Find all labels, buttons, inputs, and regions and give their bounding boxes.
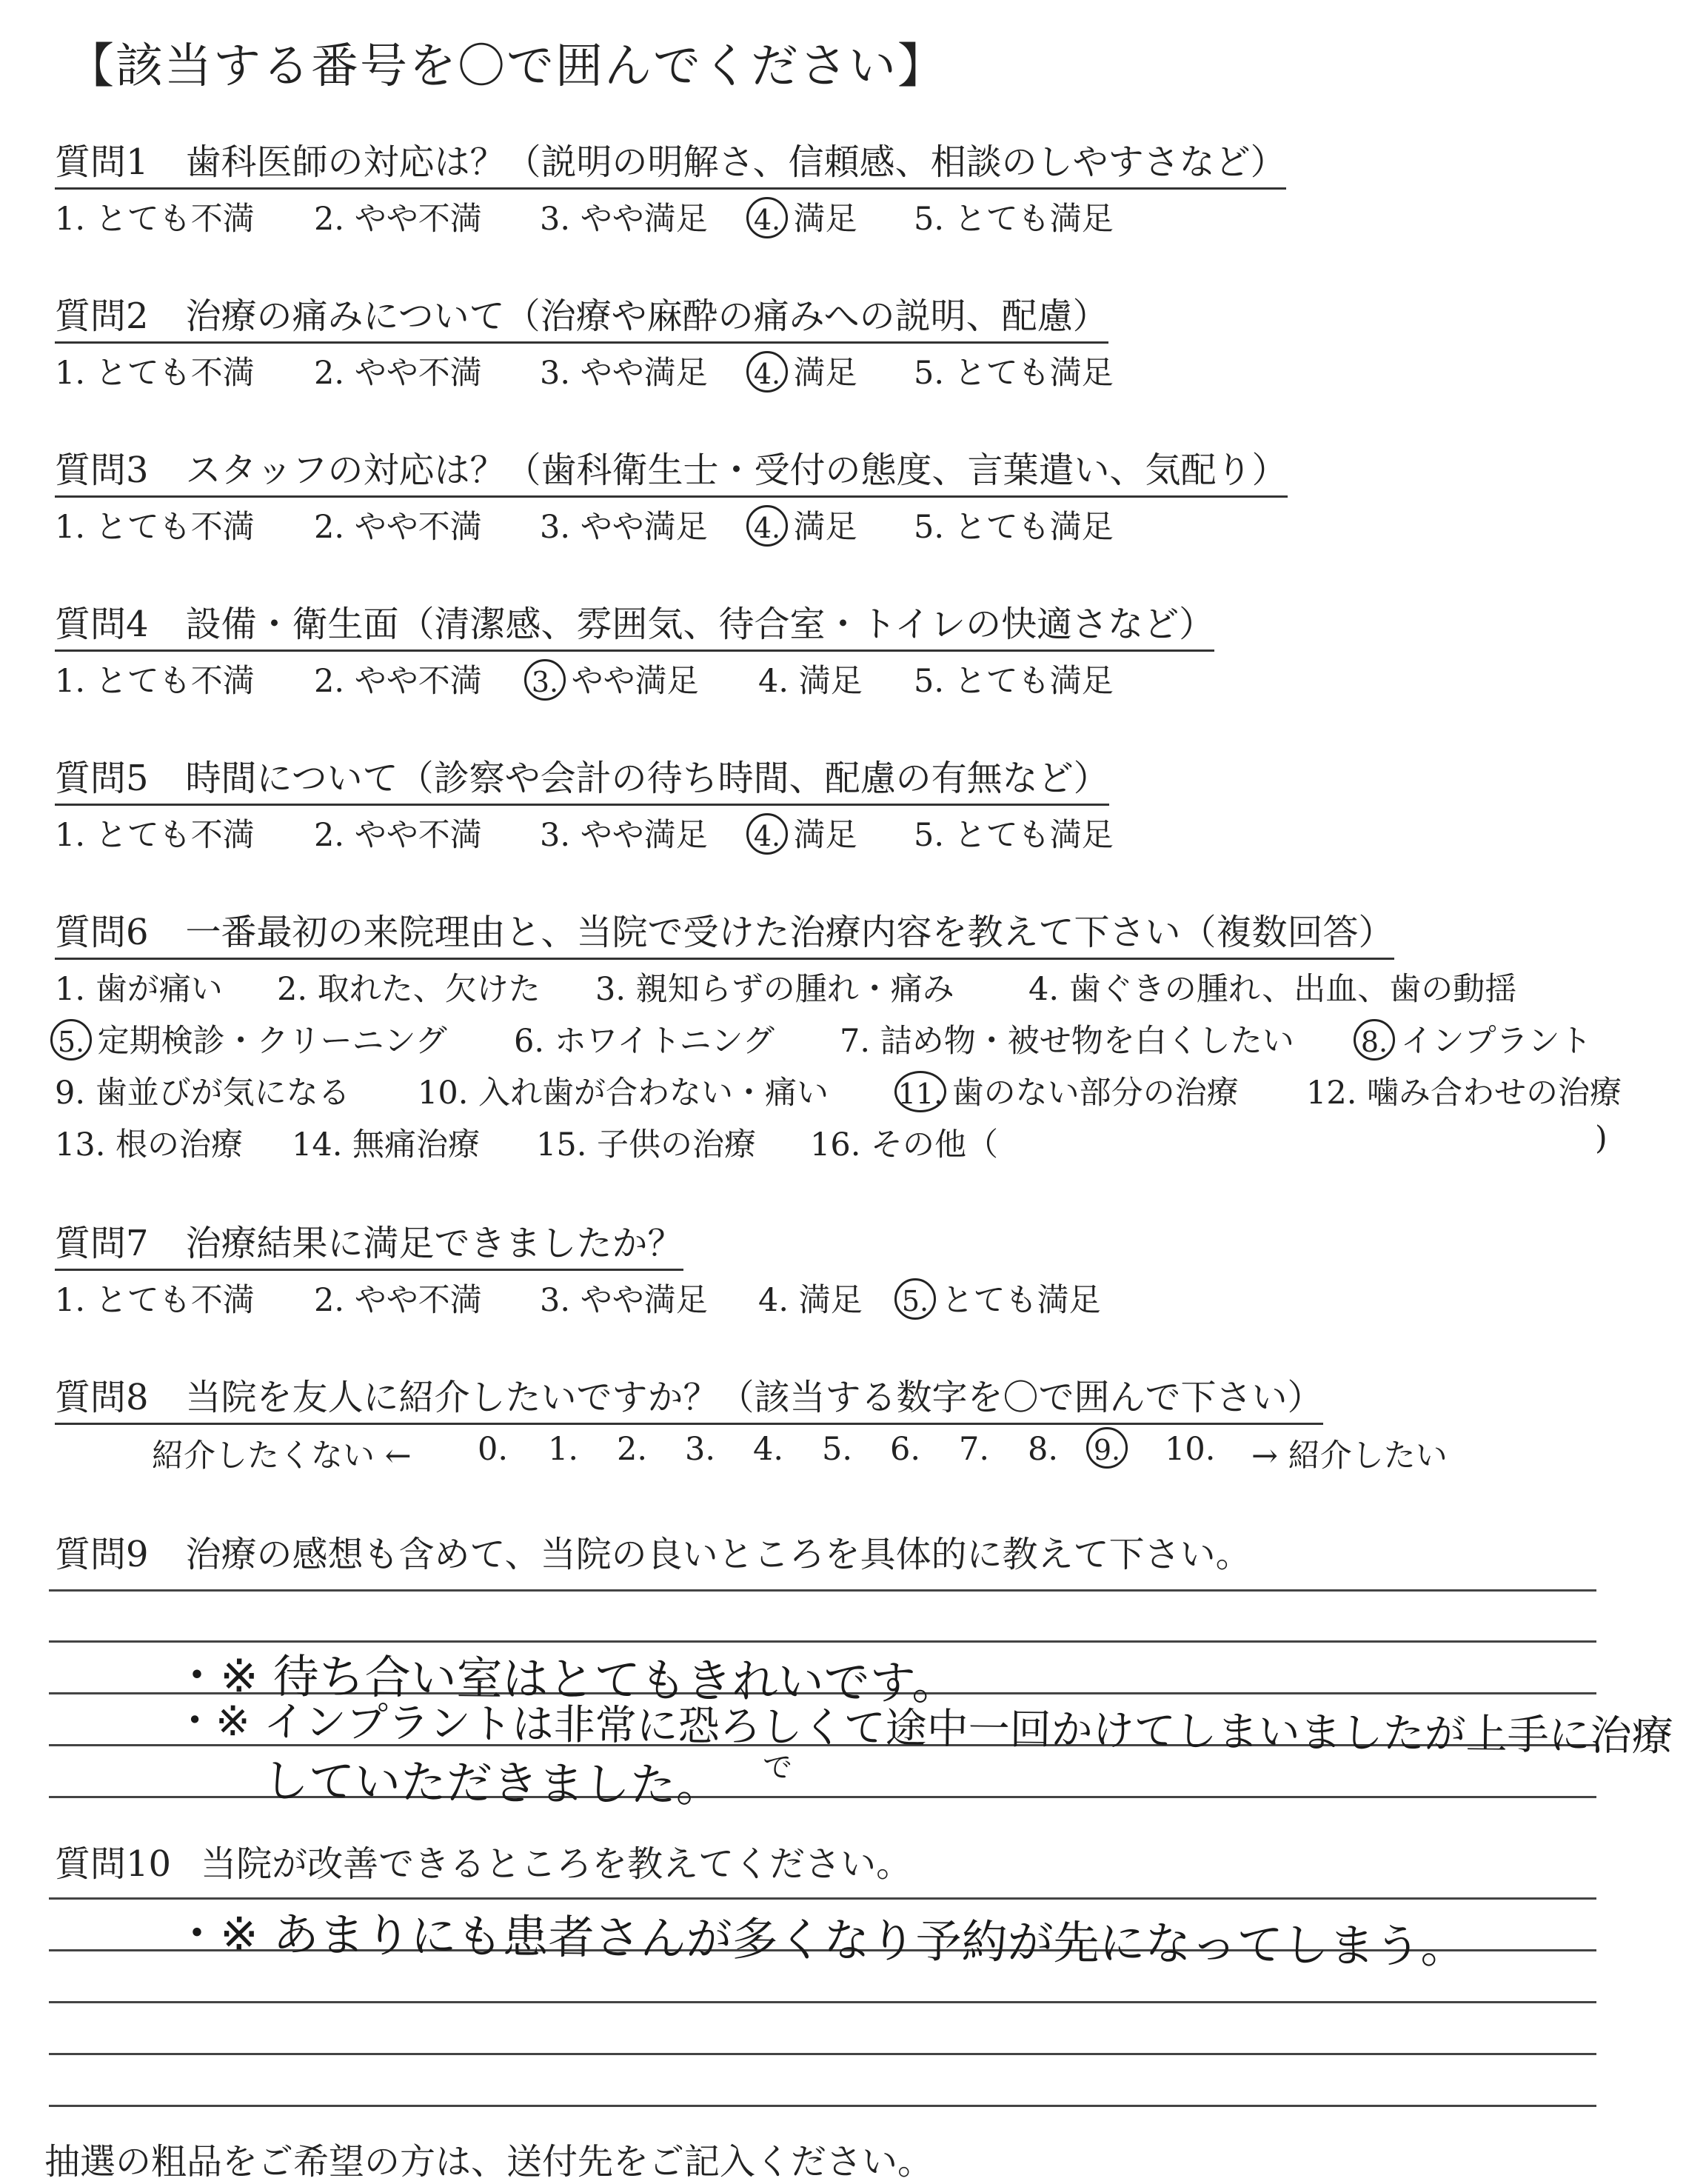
question-label: 質問9 [55, 1534, 149, 1575]
option-1[interactable]: 1. 歯が痛い [55, 971, 223, 1008]
option-11-label: 歯のない部分の治療 [951, 1075, 1239, 1112]
option-5[interactable]: 5. とても満足 [914, 355, 1114, 392]
scale-left-label: 紹介したくない ← [152, 1437, 412, 1475]
handwritten-answer-2: ・※ インプラントは非常に恐ろしくて途中一回かけてしまいましたが上手に治療 [173, 1697, 1673, 1761]
question-label: 質問1 [55, 141, 149, 183]
option-11-selected[interactable] [899, 1068, 1239, 1113]
scale-8[interactable]: 8. [1028, 1431, 1059, 1468]
option-2[interactable]: 2. やや不満 [314, 817, 482, 854]
option-15[interactable]: 15. 子供の治療 [536, 1126, 757, 1163]
answer-line [49, 2001, 1596, 2003]
answer-line [49, 2105, 1596, 2107]
scale-6[interactable]: 6. [890, 1431, 921, 1468]
scale-4[interactable]: 4. [753, 1431, 784, 1468]
question-text: 歯科医師の対応は？（説明の明解さ、信頼感、相談のしやすさなど） [185, 141, 1286, 183]
option-3[interactable]: 3. やや満足 [540, 1282, 708, 1319]
option-12[interactable]: 12. 噛み合わせの治療 [1306, 1075, 1622, 1112]
question-label: 質問2 [55, 295, 149, 337]
option-4-selected[interactable] [751, 502, 857, 547]
scale-9-selected[interactable] [1091, 1431, 1123, 1469]
option-2[interactable]: 2. やや不満 [314, 1282, 482, 1319]
question-7 [55, 1215, 683, 1271]
option-7[interactable]: 7. 詰め物・被せ物を白くしたい [840, 1023, 1294, 1060]
scale-3[interactable]: 3. [685, 1431, 716, 1468]
footer-note: 抽選の粗品をご希望の方は、送付先をご記入ください。 [44, 2141, 934, 2183]
scale-0[interactable]: 0. [478, 1431, 509, 1468]
selected-circle: 11. [894, 1071, 946, 1112]
question-text: 時間について（診察や会計の待ち時間、配慮の有無など） [185, 758, 1109, 799]
option-2[interactable]: 2. やや不満 [314, 663, 482, 700]
question-6 [55, 904, 1394, 960]
option-2[interactable]: 2. やや不満 [314, 355, 482, 392]
option-5[interactable]: 5. とても満足 [914, 663, 1114, 700]
option-4-label: 満足 [793, 817, 857, 854]
option-6[interactable]: 6. ホワイトニング [514, 1023, 775, 1060]
answer-line [49, 2053, 1596, 2055]
selected-circle: 3. [524, 659, 566, 701]
selected-circle: 4. [746, 197, 788, 238]
option-8-label: インプラント [1400, 1023, 1592, 1060]
question-text: 一番最初の来院理由と、当院で受けた治療内容を教えて下さい（複数回答） [185, 912, 1394, 953]
selected-circle: 4. [746, 505, 788, 547]
question-label: 質問3 [55, 450, 149, 491]
question-text: 当院が改善できるところを教えてください。 [201, 1843, 912, 1885]
question-text: スタッフの対応は？（歯科衛生士・受付の態度、言葉遣い、気配り） [185, 450, 1288, 491]
option-5[interactable]: 5. とても満足 [914, 817, 1114, 854]
handwritten-mark: で [762, 1750, 793, 1786]
option-5-label: とても満足 [941, 1282, 1101, 1319]
handwritten-answer-1: ・※ あまりにも患者さんが多くなり予約が先になってしまう。 [173, 1906, 1467, 1974]
question-5 [55, 749, 1109, 806]
question-label: 質問10 [55, 1843, 172, 1885]
option-5-selected[interactable] [899, 1275, 1101, 1320]
option-2[interactable]: 2. 取れた、欠けた [277, 971, 541, 1008]
option-5-label: 定期検診・クリーニング [97, 1023, 447, 1060]
option-4-selected[interactable] [751, 348, 857, 393]
question-4 [55, 595, 1214, 652]
question-text: 治療の感想も含めて、当院の良いところを具体的に教えて下さい。 [185, 1534, 1251, 1575]
option-16[interactable]: 16. その他（ [810, 1126, 999, 1163]
option-5[interactable]: 5. とても満足 [914, 201, 1114, 238]
scale-2[interactable]: 2. [617, 1431, 648, 1468]
option-3[interactable]: 3. 親知らずの腫れ・痛み [595, 971, 954, 1008]
question-2 [55, 287, 1108, 344]
question-text: 治療結果に満足できましたか？ [185, 1223, 683, 1264]
option-5-selected[interactable] [55, 1016, 447, 1061]
option-2[interactable]: 2. やや不満 [314, 201, 482, 238]
scale-5[interactable]: 5. [822, 1431, 853, 1468]
option-1[interactable]: 1. とても不満 [55, 201, 255, 238]
option-3-label: やや満足 [571, 663, 699, 700]
option-4[interactable]: 4. 歯ぐきの腫れ、出血、歯の動揺 [1028, 971, 1517, 1008]
option-4-selected[interactable] [751, 810, 857, 855]
handwritten-answer-1: ・※ 待ち合い室はとてもきれいです。 [173, 1648, 959, 1711]
option-1[interactable]: 1. とても不満 [55, 663, 255, 700]
question-text: 治療の痛みについて（治療や麻酔の痛みへの説明、配慮） [185, 295, 1108, 337]
option-8-selected[interactable] [1358, 1016, 1592, 1061]
selected-circle: 5. [894, 1278, 936, 1320]
option-4[interactable]: 4. 満足 [758, 1282, 863, 1319]
option-3[interactable]: 3. やや満足 [540, 817, 708, 854]
page-title: 【該当する番号を〇で囲んでください】 [67, 39, 946, 94]
option-4-label: 満足 [793, 355, 857, 392]
question-label: 質問4 [55, 604, 149, 645]
scale-right-label: → 紹介したい [1251, 1437, 1448, 1475]
option-3-selected[interactable] [529, 656, 699, 701]
scale-7[interactable]: 7. [959, 1431, 990, 1468]
option-5[interactable]: 5. とても満足 [914, 509, 1114, 546]
question-label: 質問7 [55, 1223, 149, 1264]
option-1[interactable]: 1. とても不満 [55, 509, 255, 546]
option-1[interactable]: 1. とても不満 [55, 1282, 255, 1319]
question-label: 質問8 [55, 1377, 149, 1418]
question-label: 質問5 [55, 758, 149, 799]
selected-circle: 4. [746, 813, 788, 855]
selected-circle: 5. [50, 1019, 92, 1061]
other-paren-close: ) [1595, 1120, 1608, 1157]
option-9[interactable]: 9. 歯並びが気になる [55, 1075, 350, 1112]
answer-line [49, 1589, 1596, 1592]
option-10[interactable]: 10. 入れ歯が合わない・痛い [418, 1075, 829, 1112]
question-8 [55, 1369, 1323, 1425]
option-3[interactable]: 3. やや満足 [540, 509, 708, 546]
selected-circle: 8. [1354, 1019, 1395, 1061]
question-10 [55, 1835, 911, 1889]
question-label: 質問6 [55, 912, 149, 953]
question-9 [55, 1526, 1251, 1580]
option-1[interactable]: 1. とても不満 [55, 355, 255, 392]
option-2[interactable]: 2. やや不満 [314, 509, 482, 546]
option-4-label: 満足 [793, 201, 857, 238]
option-3[interactable]: 3. やや満足 [540, 355, 708, 392]
selected-circle: 4. [746, 351, 788, 393]
option-3[interactable]: 3. やや満足 [540, 201, 708, 238]
selected-circle: 9. [1086, 1427, 1128, 1469]
scale-10[interactable]: 10. [1165, 1431, 1216, 1468]
option-13[interactable]: 13. 根の治療 [55, 1126, 244, 1163]
option-4-label: 満足 [793, 509, 857, 546]
question-text: 当院を友人に紹介したいですか？（該当する数字を〇で囲んで下さい） [185, 1377, 1323, 1418]
option-4-selected[interactable] [751, 194, 857, 239]
option-14[interactable]: 14. 無痛治療 [292, 1126, 481, 1163]
handwritten-answer-3: していただきました。 [262, 1753, 723, 1813]
question-3 [55, 441, 1288, 498]
question-1 [55, 133, 1286, 190]
question-text: 設備・衛生面（清潔感、雰囲気、待合室・トイレの快適さなど） [185, 604, 1215, 645]
option-1[interactable]: 1. とても不満 [55, 817, 255, 854]
option-4[interactable]: 4. 満足 [758, 663, 863, 700]
scale-1[interactable]: 1. [548, 1431, 579, 1468]
